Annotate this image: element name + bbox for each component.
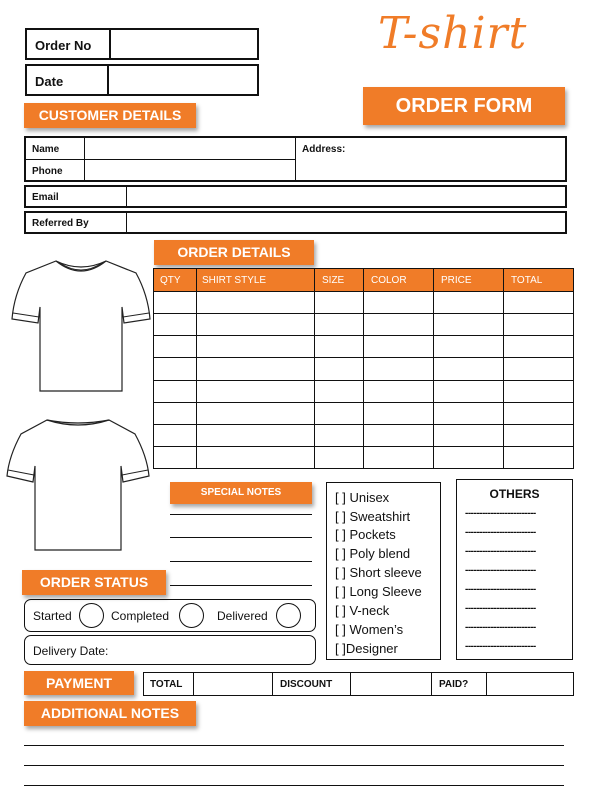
started-label: Started xyxy=(33,609,72,623)
additional-notes-line[interactable] xyxy=(24,745,564,746)
table-cell[interactable] xyxy=(434,292,503,313)
option-poly-blend[interactable]: [ ] Poly blend xyxy=(335,546,411,561)
others-line[interactable]: ------------------------- xyxy=(465,622,536,633)
table-cell[interactable] xyxy=(197,314,314,335)
address-label: Address: xyxy=(302,144,346,155)
special-notes-label: SPECIAL NOTES xyxy=(170,482,312,504)
script-title: T-shirt xyxy=(378,8,528,59)
started-checkbox[interactable] xyxy=(79,603,104,628)
table-cell[interactable] xyxy=(155,292,196,313)
table-cell[interactable] xyxy=(434,447,503,468)
special-notes-line[interactable] xyxy=(170,514,312,515)
table-cell[interactable] xyxy=(364,292,433,313)
table-cell[interactable] xyxy=(315,403,363,424)
others-line[interactable]: ------------------------- xyxy=(465,603,536,614)
others-line[interactable]: ------------------------- xyxy=(465,641,536,652)
table-cell[interactable] xyxy=(315,292,363,313)
table-cell[interactable] xyxy=(197,447,314,468)
customer-details-label: CUSTOMER DETAILS xyxy=(24,103,196,128)
tshirt-back-icon xyxy=(3,414,153,556)
table-cell[interactable] xyxy=(434,425,503,446)
paid-label: PAID? xyxy=(439,679,469,690)
col-price: PRICE xyxy=(441,275,472,286)
referred-field[interactable] xyxy=(127,213,565,232)
delivered-checkbox[interactable] xyxy=(276,603,301,628)
option-pockets[interactable]: [ ] Pockets xyxy=(335,527,396,542)
payment-box xyxy=(143,672,574,696)
date-field[interactable] xyxy=(109,66,257,94)
delivered-label: Delivered xyxy=(217,609,268,623)
table-cell[interactable] xyxy=(364,314,433,335)
others-line[interactable]: ------------------------- xyxy=(465,565,536,576)
option-unisex[interactable]: [ ] Unisex xyxy=(335,490,390,505)
table-cell[interactable] xyxy=(155,403,196,424)
table-cell[interactable] xyxy=(364,403,433,424)
email-label: Email xyxy=(32,192,59,203)
option-designer[interactable]: [ ]Designer xyxy=(335,641,398,656)
table-cell[interactable] xyxy=(434,358,503,379)
address-field[interactable] xyxy=(296,138,565,180)
payment-label: PAYMENT xyxy=(24,671,134,695)
paid-field[interactable] xyxy=(487,673,573,695)
date-label: Date xyxy=(35,74,64,89)
table-cell[interactable] xyxy=(155,314,196,335)
order-form-banner: ORDER FORM xyxy=(363,87,565,125)
table-cell[interactable] xyxy=(504,381,573,402)
date-box xyxy=(25,64,259,96)
others-line[interactable]: ------------------------- xyxy=(465,584,536,595)
table-cell[interactable] xyxy=(155,381,196,402)
additional-notes-label: ADDITIONAL NOTES xyxy=(24,701,196,726)
table-cell[interactable] xyxy=(504,403,573,424)
additional-notes-line[interactable] xyxy=(24,785,564,786)
option-sweatshirt[interactable]: [ ] Sweatshirt xyxy=(335,509,411,524)
status-box xyxy=(24,599,316,632)
table-cell[interactable] xyxy=(364,447,433,468)
total-label: TOTAL xyxy=(150,679,183,690)
name-label: Name xyxy=(32,144,60,155)
order-no-box xyxy=(25,28,259,60)
table-cell[interactable] xyxy=(504,292,573,313)
email-box xyxy=(24,185,567,208)
col-size: SIZE xyxy=(322,275,345,286)
option-long-sleeve[interactable]: [ ] Long Sleeve xyxy=(335,584,422,599)
table-cell[interactable] xyxy=(315,425,363,446)
table-cell[interactable] xyxy=(155,447,196,468)
table-cell[interactable] xyxy=(434,336,503,357)
table-cell[interactable] xyxy=(434,314,503,335)
col-qty: QTY xyxy=(160,275,181,286)
referred-box xyxy=(24,211,567,234)
table-cell[interactable] xyxy=(315,314,363,335)
phone-label: Phone xyxy=(32,166,63,177)
delivery-date-box[interactable] xyxy=(24,635,316,665)
discount-field[interactable] xyxy=(351,673,431,695)
table-cell[interactable] xyxy=(504,358,573,379)
table-cell[interactable] xyxy=(364,381,433,402)
table-cell[interactable] xyxy=(315,336,363,357)
order-no-label: Order No xyxy=(35,38,92,53)
order-status-label: ORDER STATUS xyxy=(22,570,166,595)
table-cell[interactable] xyxy=(434,381,503,402)
table-cell[interactable] xyxy=(504,314,573,335)
email-field[interactable] xyxy=(127,187,565,206)
table-cell[interactable] xyxy=(197,292,314,313)
customer-box xyxy=(24,136,567,182)
table-cell[interactable] xyxy=(315,447,363,468)
table-cell[interactable] xyxy=(434,403,503,424)
completed-checkbox[interactable] xyxy=(179,603,204,628)
referred-label: Referred By xyxy=(32,218,89,229)
order-table xyxy=(153,268,574,469)
options-box xyxy=(326,482,441,660)
option-womens[interactable]: [ ] Women’s xyxy=(335,622,404,637)
option-short-sleeve[interactable]: [ ] Short sleeve xyxy=(335,565,422,580)
special-notes-line[interactable] xyxy=(170,585,312,586)
table-cell[interactable] xyxy=(197,403,314,424)
col-color: COLOR xyxy=(371,275,407,286)
table-cell[interactable] xyxy=(364,425,433,446)
others-line[interactable]: ------------------------- xyxy=(465,546,536,557)
table-cell[interactable] xyxy=(364,358,433,379)
total-field[interactable] xyxy=(194,673,272,695)
special-notes-line[interactable] xyxy=(170,561,312,562)
table-cell[interactable] xyxy=(315,381,363,402)
table-cell[interactable] xyxy=(197,336,314,357)
table-cell[interactable] xyxy=(155,358,196,379)
divider xyxy=(272,673,273,695)
order-no-field[interactable] xyxy=(111,30,257,58)
additional-notes-line[interactable] xyxy=(24,765,564,766)
table-row-line xyxy=(154,468,573,469)
table-cell[interactable] xyxy=(504,425,573,446)
table-cell[interactable] xyxy=(155,425,196,446)
table-cell[interactable] xyxy=(315,358,363,379)
table-cell[interactable] xyxy=(197,358,314,379)
special-notes-line[interactable] xyxy=(170,537,312,538)
order-details-label: ORDER DETAILS xyxy=(154,240,314,265)
col-total: TOTAL xyxy=(511,275,543,286)
table-cell[interactable] xyxy=(197,425,314,446)
option-v-neck[interactable]: [ ] V-neck xyxy=(335,603,390,618)
others-line[interactable]: ------------------------- xyxy=(465,508,536,519)
table-cell[interactable] xyxy=(504,336,573,357)
divider xyxy=(431,673,432,695)
delivery-date-label: Delivery Date: xyxy=(33,644,109,658)
tshirt-front-icon xyxy=(8,255,154,397)
col-shirt-style: SHIRT STYLE xyxy=(202,275,267,286)
completed-label: Completed xyxy=(111,609,170,623)
table-cell[interactable] xyxy=(364,336,433,357)
phone-field[interactable] xyxy=(85,160,295,180)
table-cell[interactable] xyxy=(155,336,196,357)
others-box xyxy=(456,479,573,660)
others-line[interactable]: ------------------------- xyxy=(465,527,536,538)
table-cell[interactable] xyxy=(504,447,573,468)
discount-label: DISCOUNT xyxy=(280,679,333,690)
name-field[interactable] xyxy=(85,138,295,159)
others-title: OTHERS xyxy=(489,487,540,501)
table-cell[interactable] xyxy=(197,381,314,402)
